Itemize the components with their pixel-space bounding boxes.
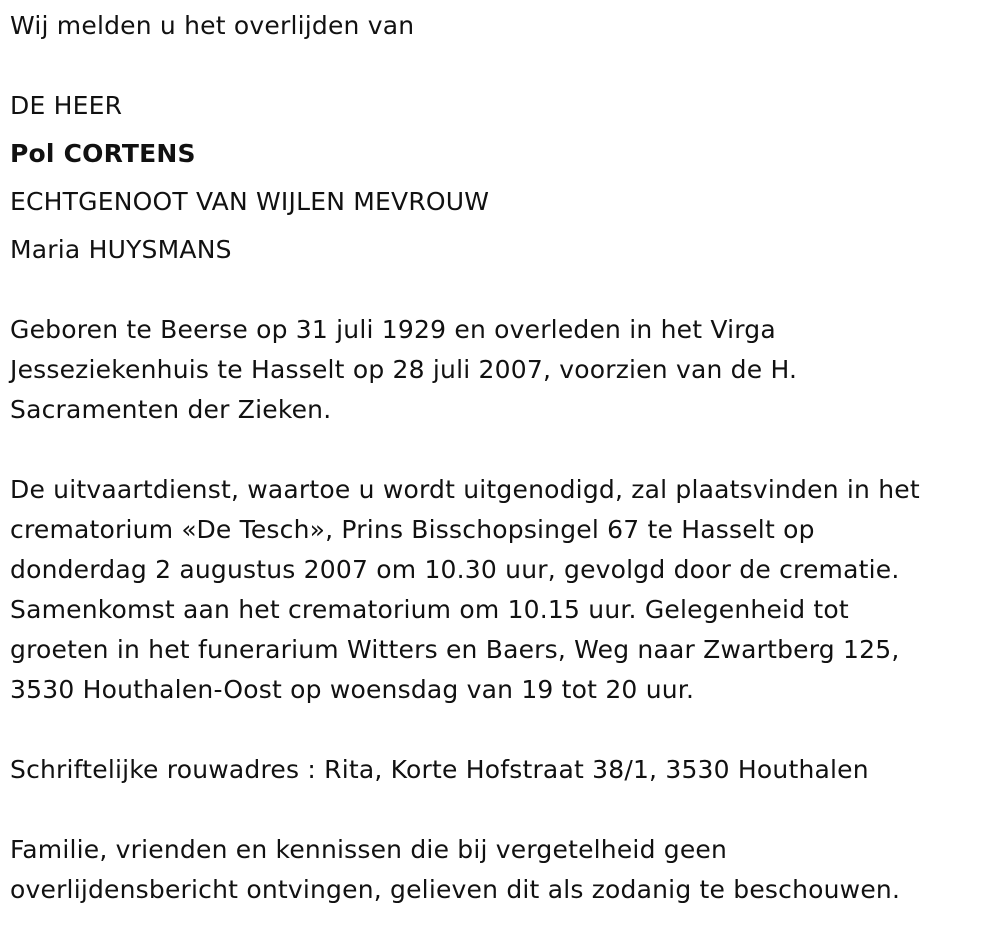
spouse-name: Maria HUYSMANS — [10, 235, 232, 264]
funeral-line-5: groeten in het funerarium Witters en Baers, Weg naar Zwartberg 125, — [10, 635, 900, 664]
mourning-address: Schriftelijke rouwadres : Rita, Korte Hofstraat 38/1, 3530 Houthalen — [10, 755, 869, 784]
closing-line-1: Familie, vrienden en kennissen die bij vergetelheid geen — [10, 835, 728, 864]
funeral-line-3: donderdag 2 augustus 2007 om 10.30 uur, gevolgd door de crematie. — [10, 555, 900, 584]
closing-line-2: overlijdensbericht ontvingen, gelieven dit als zodanig te beschouwen. — [10, 875, 901, 904]
funeral-line-4: Samenkomst aan het crematorium om 10.15 uur. Gelegenheid tot — [10, 595, 849, 624]
deceased-name: Pol CORTENS — [10, 139, 196, 168]
intro-text: Wij melden u het overlijden van — [10, 11, 415, 40]
funeral-line-1: De uitvaartdienst, waartoe u wordt uitgenodigd, zal plaatsvinden in het — [10, 475, 920, 504]
birth-death-line-1: Geboren te Beerse op 31 juli 1929 en overleden in het Virga — [10, 315, 776, 344]
funeral-line-2: crematorium «De Tesch», Prins Bisschopsingel 67 te Hasselt op — [10, 515, 815, 544]
honorific-title: DE HEER — [10, 91, 123, 120]
birth-death-line-2: Jesseziekenhuis te Hasselt op 28 juli 2007, voorzien van de H. — [10, 355, 798, 384]
funeral-line-6: 3530 Houthalen-Oost op woensdag van 19 tot 20 uur. — [10, 675, 695, 704]
relation-text: ECHTGENOOT VAN WIJLEN MEVROUW — [10, 187, 490, 216]
birth-death-line-3: Sacramenten der Zieken. — [10, 395, 332, 424]
